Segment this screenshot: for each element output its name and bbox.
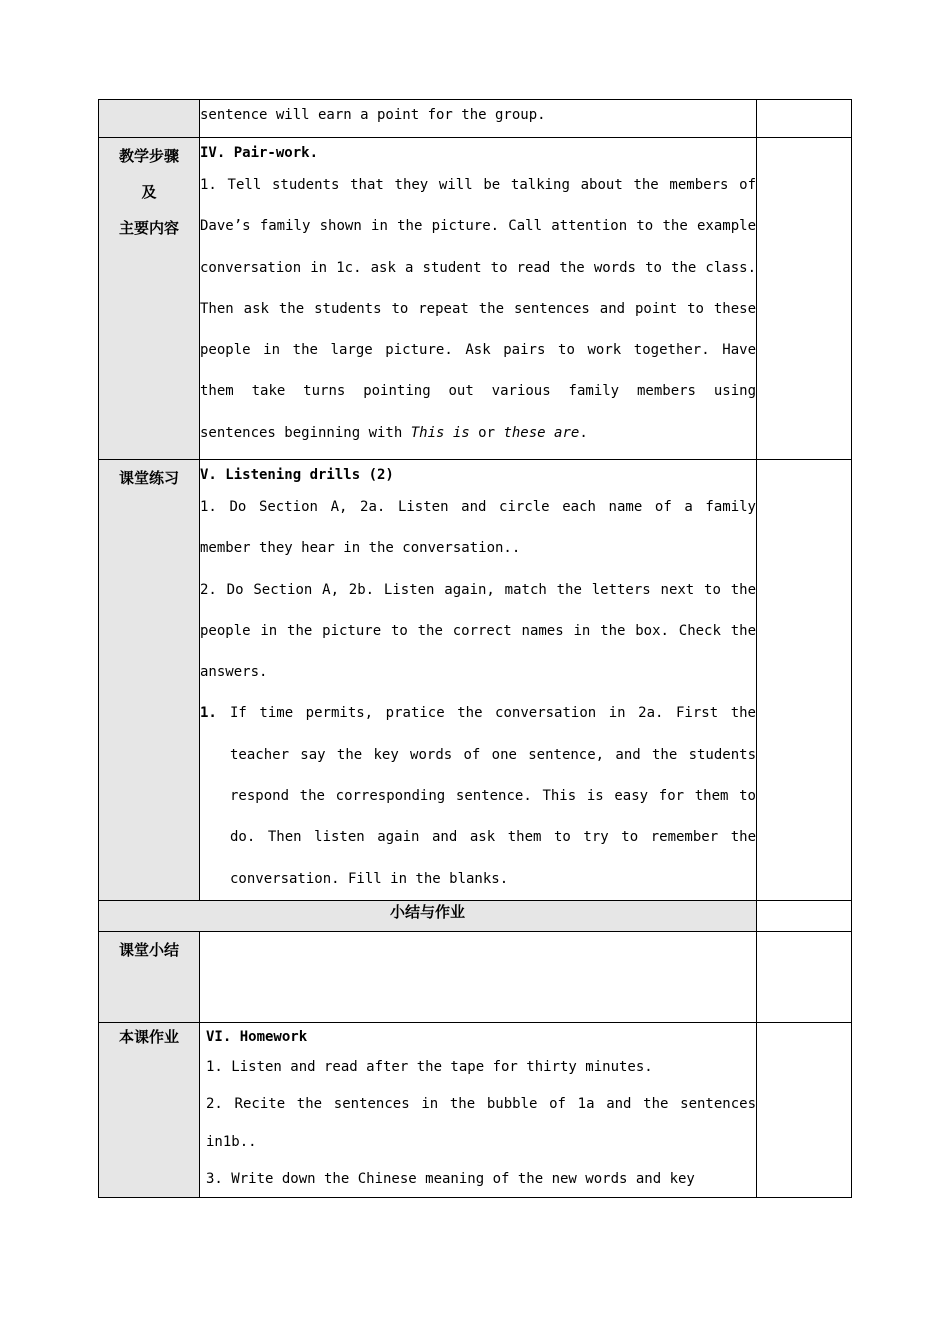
summary-header-notes-cell (757, 900, 852, 931)
practice-item-3-text: If time permits, pratice the conversation in 2a. First the teacher say the key words of one sentence, and the students respond the corresponding sentence. This is easy for them to do. Then listen again and ask them to try to remember the conversation. Fill in the blanks. (230, 705, 756, 887)
lesson-plan-table (98, 99, 852, 1198)
intro-row (99, 100, 852, 138)
practice-item-2: 2. Do Section A, 2b. Listen again, match the letters next to the people in the picture to the correct names in the box. Check the answers. (200, 581, 756, 681)
homework-content-cell (200, 1022, 757, 1197)
homework-notes-cell (757, 1022, 852, 1197)
steps-italic-this-is: This is (410, 424, 470, 441)
intro-notes-cell (757, 100, 852, 138)
steps-content-cell (200, 138, 757, 460)
practice-item-3-number: 1. (200, 705, 217, 722)
summary-content-cell (200, 931, 757, 1022)
steps-notes-cell (757, 138, 852, 460)
homework-item-3: 3. Write down the Chinese meaning of the new words and key (206, 1170, 695, 1187)
practice-notes-cell (757, 460, 852, 901)
steps-paragraph (200, 165, 756, 454)
summary-notes-cell (757, 931, 852, 1022)
practice-row (99, 460, 852, 901)
homework-row (99, 1022, 852, 1197)
steps-label-line3: 主要内容 (118, 219, 179, 237)
summary-header-row (99, 900, 852, 931)
practice-item-3 (200, 693, 756, 899)
summary-label-cell: 课堂小结 (99, 931, 200, 1022)
practice-label-cell: 课堂练习 (99, 460, 200, 901)
steps-paragraph-or: or (469, 424, 504, 441)
homework-item-1: 1. Listen and read after the tape for thirty minutes. (206, 1058, 653, 1075)
steps-row (99, 138, 852, 460)
intro-text: sentence will earn a point for the group. (200, 107, 546, 123)
practice-heading: V. Listening drills (2) (200, 467, 394, 483)
homework-item-2: 2. Recite the sentences in the bubble of 1a and the sentences in1b.. (206, 1095, 756, 1150)
intro-content-cell (200, 100, 757, 138)
steps-paragraph-text: 1. Tell students that they will be talking about the members of Dave’s family shown in the picture. Call attention to the example conversation in 1c. ask a student to read the words to the class. Then ask the students to repeat the sentences and point to these people in the large picture. Ask pairs to work together. Have them take turns pointing out various family members using sentences beginning with (200, 177, 756, 441)
homework-heading: VI. Homework (206, 1028, 308, 1045)
practice-content-cell (200, 460, 757, 901)
steps-label-line2: 及 (141, 183, 157, 201)
practice-item-1: 1. Do Section A, 2a. Listen and circle each name of a family member they hear in the conversation.. (200, 499, 756, 557)
homework-label-cell: 本课作业 (99, 1022, 200, 1197)
steps-heading: IV. Pair-work. (200, 145, 319, 161)
steps-label-cell (99, 138, 200, 460)
summary-header: 小结与作业 (99, 900, 757, 931)
intro-label-cell (99, 100, 200, 138)
steps-label-line1: 教学步骤 (118, 147, 179, 165)
summary-row (99, 931, 852, 1022)
steps-italic-these-are: these are (503, 424, 580, 441)
steps-paragraph-end: . (579, 424, 588, 441)
